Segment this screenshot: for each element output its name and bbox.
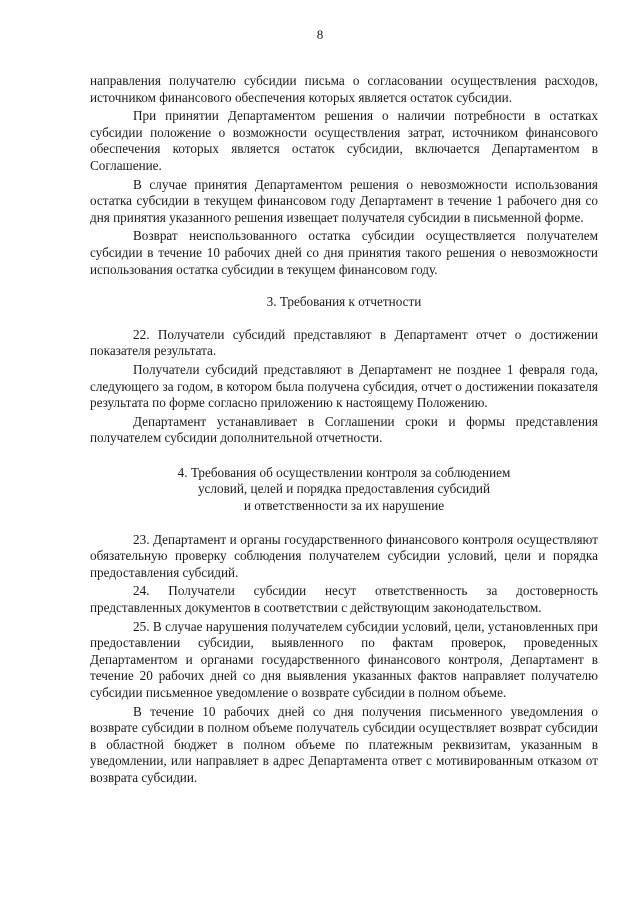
paragraph: 22. Получатели субсидий представляют в Департамент отчет о достижении показателя результата. xyxy=(90,326,598,359)
paragraph: При принятии Департаментом решения о наличии потребности в остатках субсидии положение о возможности осуществления затрат, источником финансового обеспечения которых является остаток субсидии, включается Департаментом в Соглашение. xyxy=(90,108,598,173)
paragraph: 23. Департамент и органы государственного финансового контроля осуществляют обязательную проверку соблюдения получателем субсидии условий, цели и порядка предоставления субсидий. xyxy=(90,531,598,580)
section-4-heading xyxy=(90,465,598,515)
section-4-heading-line: и ответственности за их нарушение xyxy=(243,498,445,514)
paragraph: Получатели субсидий представляют в Департамент не позднее 1 февраля года, следующего за годом, в котором была получена субсидия, отчет о достижении показателя результата по форме согласно приложению к настоящему Положению. xyxy=(90,361,598,411)
section-3-heading: 3. Требования к отчетности xyxy=(266,294,422,310)
paragraph: В случае принятия Департаментом решения о невозможности использования остатка субсидии в текущем финансовом году Департамент в течение 1 рабочего дня со дня принятия указанного решения извещает получателя субсидии в письменной форме. xyxy=(90,176,598,225)
section-4-heading-line: условий, целей и порядка предоставления субсидий xyxy=(197,481,491,497)
paragraph: Департамент устанавливает в Соглашении сроки и формы представления получателем субсидии дополнительной отчетности. xyxy=(90,413,598,446)
paragraph: В течение 10 рабочих дней со дня получения письменного уведомления о возврате субсидии в полном объеме получатель субсидии осуществляет возврат субсидии в областной бюджет в полном объеме по платежным реквизитам, указанным в уведомлении, или направляет в адрес Департамента ответ с мотивированным отказом от возврата субсидии. xyxy=(90,703,598,785)
page-number: 8 xyxy=(316,27,324,42)
paragraph-continuation: направления получателю субсидии письма о согласовании осуществления расходов, источником финансового обеспечения которых является остаток субсидии. xyxy=(90,73,598,105)
document-body xyxy=(90,73,598,789)
paragraph: 24. Получатели субсидии несут ответственность за достоверность представленных документов в соответствии с действующим законодательством. xyxy=(90,583,598,616)
section-4-heading-line: 4. Требования об осуществлении контроля за соблюдением xyxy=(177,464,511,480)
paragraph: 25. В случае нарушения получателем субсидии условий, цели, установленных при предоставлении субсидии, выявленного по фактам проверок, проведенных Департаментом и органами государственного финансового контроля, Департамент в течение 20 рабочих дней со дня выявления указанных фактов направляет получателю субсидии письменное уведомление о возврате субсидии в полном объеме. xyxy=(90,618,598,700)
paragraph: Возврат неиспользованного остатка субсидии осуществляется получателем субсидии в течение 10 рабочих дней со дня принятия такого решения о невозможности использования остатка субсидии в текущем финансовом году. xyxy=(90,228,598,277)
